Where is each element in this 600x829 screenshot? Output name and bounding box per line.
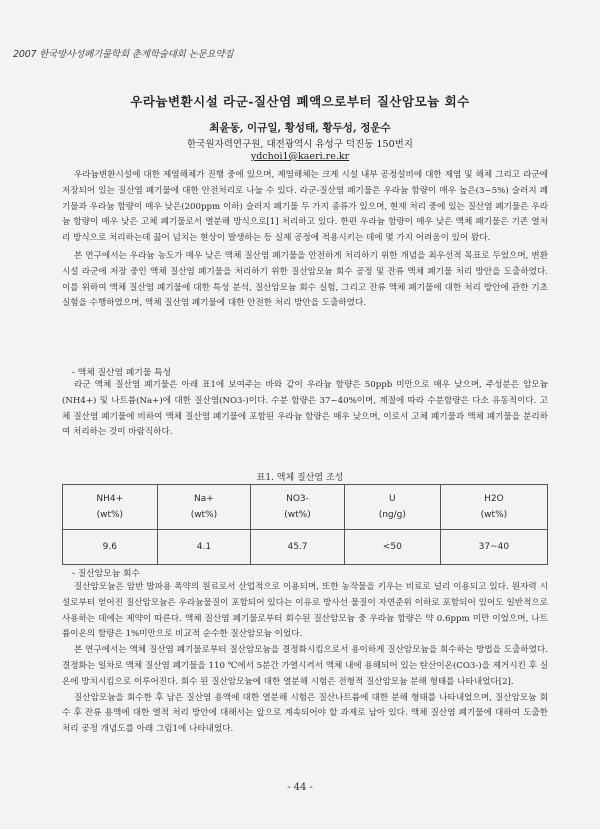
value-cell-nh4: 9.6 (63, 530, 158, 565)
section1-heading: - 액체 질산염 폐기물 특성 (72, 368, 172, 378)
intro-section (62, 168, 548, 312)
section2-heading: - 질산암모늄 회수 (72, 569, 141, 579)
composition-table (62, 484, 548, 565)
intro-paragraph-1: 우라늄변환시설에 대한 제염해체가 진행 중에 있으며, 제염해체는 크게 시설 내부 공정설비에 대한 제염 및 해체 그리고 라군에 저장되어 있는 질산염 폐기물에 대한 안전처리로 나눌 수 있다. 라군-질산염 폐기물은 우라늄 함량이 매우 높은(3~5%) 슬러지 폐기물과 우라늄 함량이 매우 낮은(200ppm 이하) 슬러지 폐기물 두 가지 종류가 있으며, 현재 처리 중에 있는 질산염 폐기물은 우라늄 함량이 매우 낮은 고체 폐기물로서 열분해 방식으로[1] 처리하고 있다. 한편 우라늄 함량이 매우 낮은 액체 폐기물은 기존 열처리 방식으로 처리하는데 끓어 넘치는 현상이 발생하는 등 실제 공정에 적용시키는 데에 몇 가지 어려움이 있어 왔다. (62, 170, 548, 244)
conference-header: 2007 한국방사성폐기물학회 춘계학술대회 논문요약집 (13, 49, 234, 60)
section1-paragraph-1: 라군 액체 질산염 폐기물은 아래 표1에 보여주는 바와 같이 우라늄 함량은 50ppb 미만으로 매우 낮으며, 주성분은 암모늄(NH4+) 및 나트륨(Na+)에 대한 질산염(NO3-)이다. 수분 함량은 37~40%이며, 계절에 따라 수분함량은 다소 유동적이다. 고체 질산염 폐기물에 비하여 액체 질산염 폐기물에 포함된 우라늄 함량은 매우 낮으며, 이로서 고체 폐기물과 액체 폐기물을 분리하여 처리하는 것이 바람직하다. (62, 380, 548, 438)
header-cell-na: Na+ (wt%) (157, 485, 251, 530)
section2-paragraph-2: 본 연구에서는 액체 질산염 폐기물로부터 질산암모늄을 결정화시킴으로서 용이하게 질산암모늄을 회수하는 방법을 도출하였다. 결정화는 일차로 액체 질산염 폐기물을 110 ℃에서 5분간 가열시켜서 액체 내에 용해되어 있는 탄산이온(CO3-)을 제거시킨 후 실온에 방치시킴으로 이루어진다. 회수 된 질산암모늄에 대한 열분해 시험은 전형적 질산암모늄 분해 형태를 나타내었다[2]. (62, 645, 548, 687)
header-cell-h2o: H2O (wt%) (440, 485, 547, 530)
page-number: - 44 - (287, 782, 313, 793)
section2-paragraph-3: 질산암모늄을 회수한 후 남은 질산염 용액에 대한 열분해 시험은 질산나트륨에 대한 분해 형태를 나타내었으며, 질산암모늄 회수 후 잔류 용액에 대한 열적 처리 방안에 대해서는 앞으로 계속되어야 할 과제로 남아 있다. 액체 질산염 폐기물에 대하여 도출한 처리 공정 개념도를 아래 그림1에 나타내었다. (62, 692, 548, 735)
value-cell-u: <50 (344, 530, 440, 565)
table-value-row (63, 530, 548, 565)
section2-paragraph-1: 질산암모늄은 암반 발파용 폭약의 원료로서 산업적으로 이용되며, 또한 농작물을 키우는 비료로 널리 이용되고 있다. 원자력 시설로부터 얻어진 질산암모늄은 우라늄물질이 포함되어 있다는 이유로 방사선 물질이 자연준위 이하로 포함되어 있어도 일반적으로 사용하는 데에는 제약이 따른다. 액체 질산염 폐기물로부터 회수된 질산암모늄 중 우라늄 함량은 약 0.6ppm 미만 이었으며, 나트륨이온의 함량은 1%미만으로 비교적 순수한 질산암모늄 이었다. (62, 582, 548, 640)
header-cell-no3: NO3- (wt%) (251, 485, 345, 530)
author-list: 최윤동, 이규일, 황성태, 황두성, 정운수 (209, 122, 391, 134)
section1-body (62, 378, 548, 441)
section2-body (62, 580, 548, 738)
email-text: ydchoi1@kaeri.re.kr (250, 151, 350, 162)
author-email (0, 151, 600, 162)
value-cell-no3: 45.7 (251, 530, 345, 565)
value-cell-h2o: 37~40 (440, 530, 547, 565)
header-cell-u: U (ng/g) (344, 485, 440, 530)
value-cell-na: 4.1 (157, 530, 251, 565)
table-caption: 표1. 액체 질산염 조성 (256, 473, 344, 483)
header-cell-nh4: NH4+ (wt%) (63, 485, 158, 530)
table-header-row (63, 485, 548, 530)
paper-title: 우라늄변환시설 라군-질산염 폐액으로부터 질산암모늄 회수 (130, 94, 470, 109)
affiliation: 한국원자력연구원, 대전광역시 유성구 덕진동 150번지 (187, 139, 413, 150)
intro-paragraph-2: 본 연구에서는 우라늄 농도가 매우 낮은 액체 질산염 폐기물을 안전하게 처리하기 위한 개념을 최우선적 목표로 두었으며, 변환시설 라군에 저장 중인 액체 질산염 폐기물을 처리하기 위한 질산암모늄 회수 공정 및 잔류 액체 폐기물 처리 방안을 도출하였다. 이를 위하여 액체 질산염 폐기물에 대한 특성 분석, 질산암모늄 회수 실험, 그리고 잔류 액체 폐기물에 대한 처리 방안에 관한 기초 실험을 수행하였으며, 액체 질산염 폐기물에 대한 안전한 처리 방안을 도출하였다. (62, 250, 548, 309)
